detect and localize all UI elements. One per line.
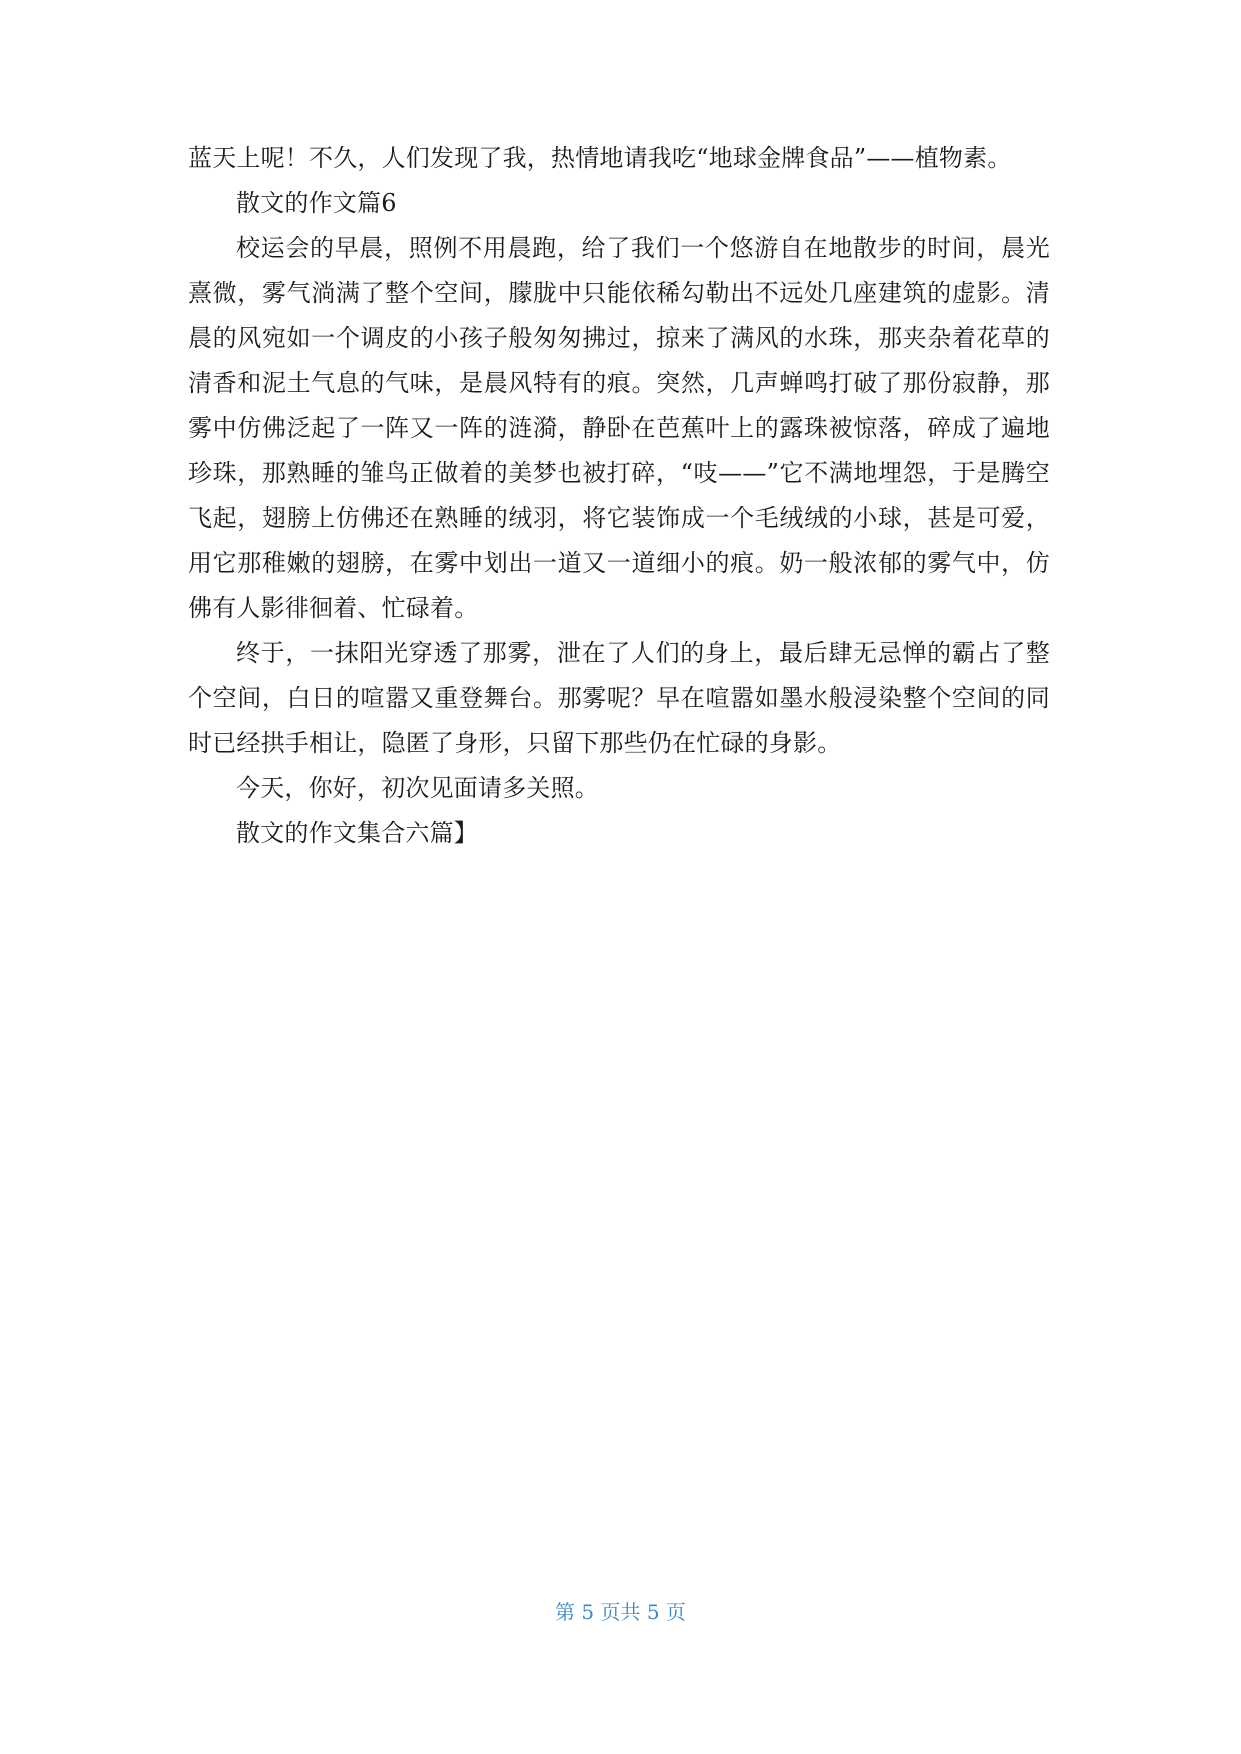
page-number-footer: 第 5 页共 5 页 (555, 1600, 686, 1624)
paragraph-greeting: 今天，你好，初次见面请多关照。 (236, 774, 599, 802)
section-heading: 散文的作文篇6 (236, 189, 397, 217)
paragraph-sunlight: 终于，一抹阳光穿透了那雾，泄在了人们的身上，最后肆无忌惮的霸占了整个空间，白日的喧嚣又重登舞台。那雾呢？早在喧嚣如墨水般浸染整个空间的同时已经拱手相让，隐匿了身形，只留下那些仍在忙碌的身影。 (188, 639, 1050, 757)
paragraph-continuation: 蓝天上呢！不久，人们发现了我，热情地请我吃“地球金牌食品”——植物素。 (188, 144, 1012, 172)
document-body (188, 136, 1050, 856)
paragraph-closing: 散文的作文集合六篇】 (236, 819, 478, 847)
paragraph-morning: 校运会的早晨，照例不用晨跑，给了我们一个悠游自在地散步的时间，晨光熹微，雾气淌满了整个空间，朦胧中只能依稀勾勒出不远处几座建筑的虚影。清晨的风宛如一个调皮的小孩子般匆匆拂过，掠来了满风的水珠，那夹杂着花草的清香和泥土气息的气味，是晨风特有的痕。突然，几声蝉鸣打破了那份寂静，那雾中仿佛泛起了一阵又一阵的涟漪，静卧在芭蕉叶上的露珠被惊落，碎成了遍地珍珠，那熟睡的雏鸟正做着的美梦也被打碎，“吱——”它不满地埋怨，于是腾空飞起，翅膀上仿佛还在熟睡的绒羽，将它装饰成一个毛绒绒的小球，甚是可爱，用它那稚嫩的翅膀，在雾中划出一道又一道细小的痕。奶一般浓郁的雾气中，仿佛有人影徘徊着、忙碌着。 (188, 234, 1050, 622)
